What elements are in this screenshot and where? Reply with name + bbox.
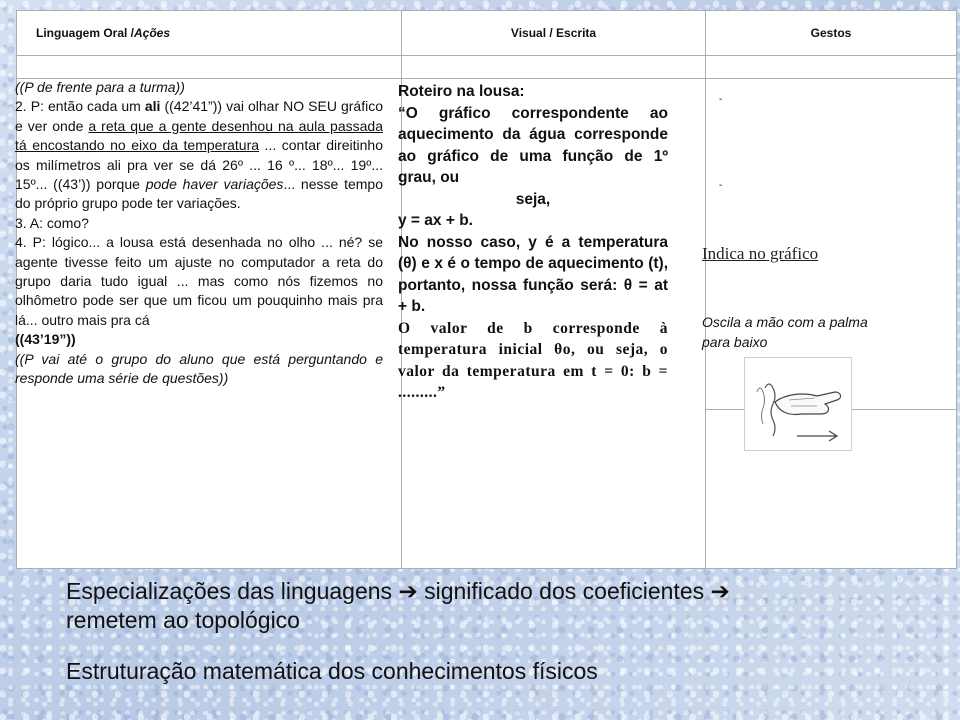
gesture-indicates-graph: Indica no gráfico xyxy=(702,244,819,263)
board-text-4: O valor de b corresponde à temperatura inicial θo, ou seja, o valor da temperatura em t = 0: b = .........” xyxy=(398,319,668,401)
column-divider xyxy=(705,11,706,568)
oral-language-cell xyxy=(15,78,383,389)
board-text-3: No nosso caso, y é a temperatura (θ) e x é o tempo de aquecimento (t), portanto, nossa função será: θ = at + b. xyxy=(398,233,668,315)
header-gestures: Gestos xyxy=(810,26,852,40)
utterance-3: 3. A: como? xyxy=(15,214,89,231)
timestamp: ((43’19”)) xyxy=(15,331,76,348)
gesture-dash-2: - xyxy=(719,180,723,191)
stage-direction: ((P de frente para a turma)) xyxy=(15,79,185,95)
board-title: Roteiro na lousa: xyxy=(398,83,525,100)
equation: y = ax + b. xyxy=(398,212,473,229)
board-text-2: seja, xyxy=(515,190,551,208)
utterance-2: 2. P: então cada um ali ((42’41”)) vai olhar NO SEU gráfico e ver onde a reta que a gente desenhou na aula passada tá encostando no eixo da temperatura ... contar direitinho os milímetros ali pra ver se dá 26º ... 16 º... 18º... 19º... 15º... ((43’)) porque pode haver variações... nesse tempo do próprio grupo pode ter variações. xyxy=(15,98,384,212)
arrow-right-icon: ➔ xyxy=(398,578,418,604)
visual-writing-cell xyxy=(398,81,668,404)
gesture-oscillates-hand: Oscila a mão com a palma para baixo xyxy=(702,314,868,350)
hand-gesture-illustration xyxy=(744,357,852,451)
board-text-1: “O gráfico correspondente ao aquecimento da água corresponde ao gráfico de uma função de 1º grau, ou xyxy=(398,104,668,186)
conclusion-line-2: Estruturação matemática dos conhecimentos físicos xyxy=(66,658,598,684)
utterance-4: 4. P: lógico... a lousa está desenhada no olho ... né? se agente tivesse feito um ajuste no computador a reta do grupo daria tudo igual ... mas como nós fizemos no olhômetro pode ser que um ficou um pouquinho mais pra lá... outro mais pra cá xyxy=(15,234,383,328)
header-divider xyxy=(17,55,956,56)
gesture-dash-1: - xyxy=(719,94,723,105)
header-oral-language: Linguagem Oral / Ações xyxy=(36,26,171,40)
stage-direction-end: ((P vai até o grupo do aluno que está perguntando e responde uma série de questões)) xyxy=(15,350,383,387)
arrow-right-icon: ➔ xyxy=(710,578,730,604)
header-visual-writing: Visual / Escrita xyxy=(510,26,597,40)
conclusion-line-1: Especializações das linguagens ➔ significado dos coeficientes ➔ remetem ao topológico xyxy=(66,578,730,633)
